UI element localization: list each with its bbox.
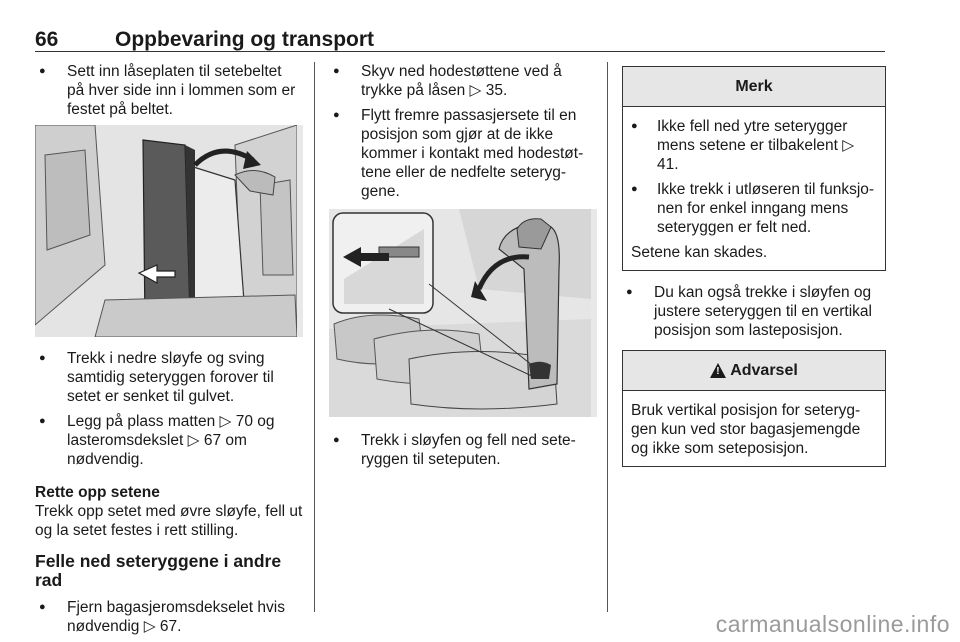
page-title: Oppbevaring og transport — [115, 28, 375, 51]
warning-title: Advarsel — [730, 362, 798, 379]
warning-icon — [710, 363, 726, 378]
subheading: Rette opp setene — [35, 484, 160, 501]
list-item: ● Legg på plass matten ▷ 70 og lasteromsdekslet ▷ 67 om nødvendig. — [35, 412, 303, 469]
paragraph: Trekk opp setet med øvre sløyfe, fell ut og la setet festes i rett stilling. — [35, 503, 303, 539]
page-number: 66 — [35, 28, 59, 51]
list-item: ● Trekk i nedre sløyfe og sving samtidig seteryggen forover til setet er senket til gulvet. — [35, 349, 303, 406]
note-box — [622, 66, 886, 271]
note-title: Merk — [623, 67, 885, 107]
column-divider — [314, 62, 315, 612]
list-item: ● Flytt fremre passasjersete til en posisjon som gjør at de ikke kommer i kontakt med hodestøt-tene eller de nedfelte seteryg-gene. — [329, 106, 597, 201]
section-heading: Felle ned seteryggene i andre rad — [35, 551, 282, 590]
watermark: carmanualsonline.info — [715, 611, 950, 637]
list-item: ● Fjern bagasjeromsdekselet hvis nødvendig ▷ 67. — [35, 598, 303, 636]
column-right — [622, 62, 886, 467]
warning-box — [622, 350, 886, 467]
note-footer: Setene kan skades. — [631, 244, 768, 261]
list-item: ● Skyv ned hodestøttene ved å trykke på låsen ▷ 35. — [329, 62, 597, 100]
column-divider — [607, 62, 608, 612]
list-item: ● Sett inn låseplaten til setebeltet på hver side inn i lommen som er festet på beltet. — [35, 62, 303, 119]
list-item: ● Trekk i sløyfen og fell ned sete-ryggen til seteputen. — [329, 431, 597, 469]
second-row-seat-illustration — [329, 209, 597, 417]
column-middle — [329, 62, 597, 475]
list-item: ● Ikke trekk i utløseren til funksjo-nen for enkel inngang mens seteryggen er felt ned. — [631, 180, 877, 237]
warning-text: Bruk vertikal posisjon for seteryg-gen kun ved stor bagasjemengde og ikke som seteposisjon. — [631, 402, 861, 457]
page-header — [35, 26, 885, 52]
column-left — [35, 62, 303, 642]
list-item: ● Ikke fell ned ytre seterygger mens setene er tilbakelent ▷ 41. — [631, 117, 877, 174]
warning-header — [623, 351, 885, 391]
seatback-folding-illustration — [35, 125, 303, 337]
list-item: ● Du kan også trekke i sløyfen og justere seteryggen til en vertikal posisjon som lasteposisjon. — [622, 283, 886, 340]
